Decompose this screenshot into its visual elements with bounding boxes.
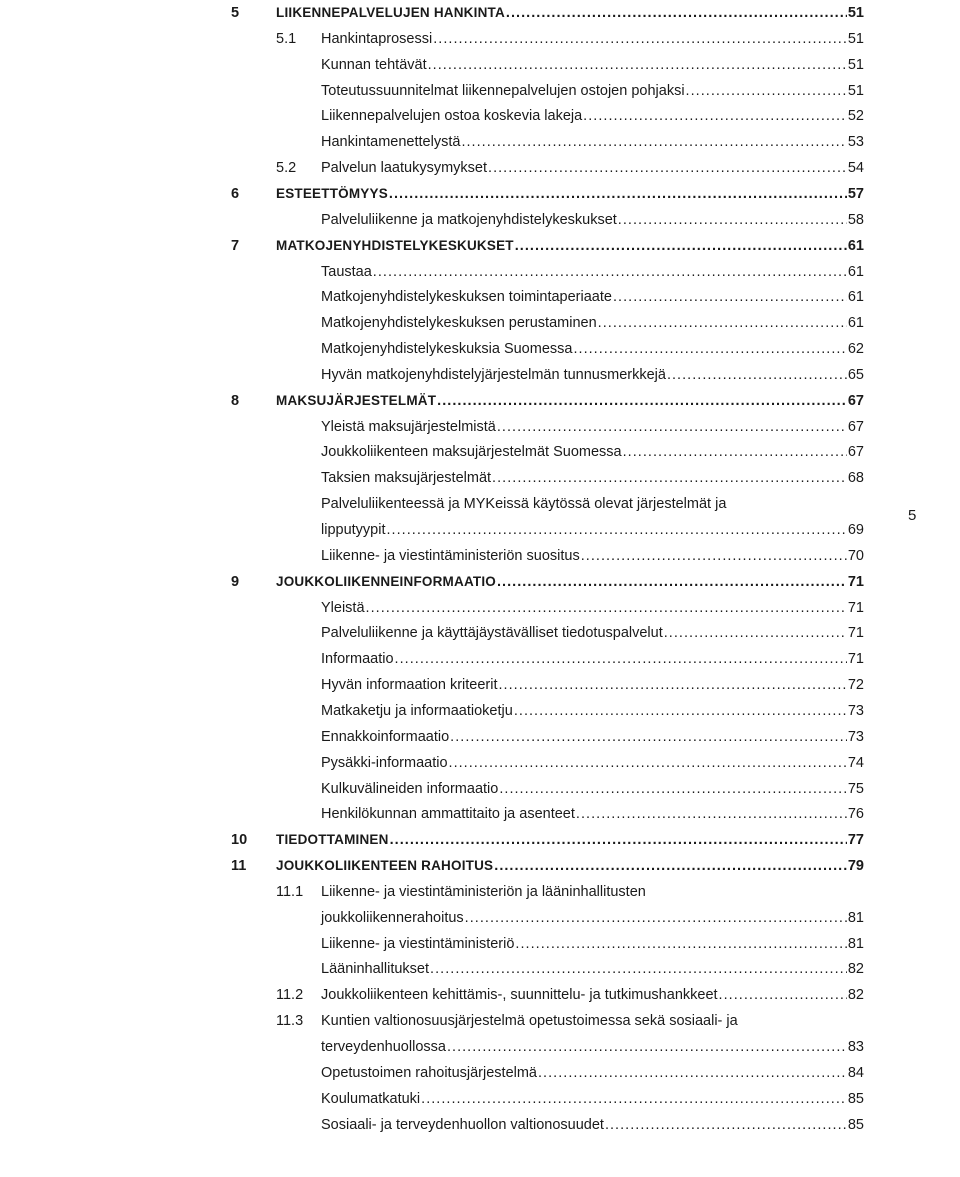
toc-entry-title: Palvelun laatukysymykset bbox=[321, 160, 488, 177]
toc-entry-title: TIEDOTTAMINEN bbox=[276, 832, 389, 848]
toc-section-row bbox=[0, 1034, 960, 1060]
dot-leader bbox=[623, 439, 847, 465]
toc-page-number: 77 bbox=[847, 832, 864, 849]
toc-entry-title-line: Kuntien valtionosuusjärjestelmä opetustoimessa sekä sosiaali- ja bbox=[321, 1013, 738, 1030]
toc-entry bbox=[321, 52, 864, 78]
dot-leader bbox=[433, 26, 847, 52]
toc-entry-title: Matkojenyhdistelykeskuksen perustaminen bbox=[321, 315, 597, 332]
toc-entry bbox=[321, 284, 864, 310]
toc-page-number: 69 bbox=[847, 522, 864, 538]
toc-entry-title: Yleistä maksujärjestelmistä bbox=[321, 418, 496, 435]
toc-subsection-row bbox=[0, 956, 960, 982]
toc-page-number: 84 bbox=[847, 1064, 864, 1081]
toc-page-number: 61 bbox=[847, 263, 864, 280]
toc-entry-number: 5.1 bbox=[276, 30, 297, 47]
toc-entry bbox=[276, 181, 864, 207]
dot-leader bbox=[430, 956, 847, 982]
toc-subsection-row bbox=[0, 362, 960, 388]
toc-page-number: 73 bbox=[847, 702, 864, 719]
toc-subsection-row bbox=[0, 724, 960, 750]
toc-page-number: 79 bbox=[847, 858, 864, 875]
toc-subsection-row bbox=[0, 414, 960, 440]
dot-leader bbox=[664, 620, 847, 646]
toc-entry-title: Kulkuvälineiden informaatio bbox=[321, 780, 499, 797]
toc-entry bbox=[321, 207, 864, 233]
dot-leader bbox=[373, 259, 847, 285]
toc-subsection-row bbox=[0, 750, 960, 776]
toc-entry bbox=[321, 517, 864, 543]
toc-entry-number: 7 bbox=[231, 237, 240, 254]
toc-entry bbox=[321, 336, 864, 362]
toc-page-number: 83 bbox=[847, 1039, 864, 1055]
toc-entry-title: Kunnan tehtävät bbox=[321, 56, 427, 73]
toc-page-number: 85 bbox=[847, 1116, 864, 1133]
toc-entry bbox=[321, 439, 864, 465]
page-number: 5 bbox=[908, 507, 917, 524]
toc-subsection-row bbox=[0, 336, 960, 362]
toc-entry-title: Hyvän informaation kriteerit bbox=[321, 677, 498, 694]
toc-subsection-row bbox=[0, 1086, 960, 1112]
dot-leader bbox=[618, 207, 847, 233]
toc-page-number: 67 bbox=[847, 418, 864, 435]
toc-page-number: 81 bbox=[847, 909, 864, 926]
toc-entry-title: Toteutussuunnitelmat liikennepalvelujen ostojen pohjaksi bbox=[321, 82, 685, 99]
toc-entry-title: Hyvän matkojenyhdistelyjärjestelmän tunnusmerkkejä bbox=[321, 366, 666, 383]
toc-subsection-row bbox=[0, 129, 960, 155]
toc-entry-title: Joukkoliikenteen kehittämis-, suunnittelu- ja tutkimushankkeet bbox=[321, 987, 718, 1004]
toc-section-row bbox=[0, 26, 960, 52]
dot-leader bbox=[583, 103, 847, 129]
toc-page-number: 67 bbox=[847, 444, 864, 461]
toc-chapter-row bbox=[0, 569, 960, 595]
toc-entry-number: 10 bbox=[231, 832, 248, 849]
toc-entry-title: Matkojenyhdistelykeskuksen toimintaperiaate bbox=[321, 289, 612, 306]
toc-chapter-row bbox=[0, 233, 960, 259]
toc-subsection-row bbox=[0, 801, 960, 827]
toc-page-number: 51 bbox=[847, 56, 864, 73]
toc-entry bbox=[321, 414, 864, 440]
dot-leader bbox=[667, 362, 847, 388]
dot-leader bbox=[447, 1034, 847, 1060]
dot-leader bbox=[515, 931, 846, 957]
toc-subsection-row bbox=[0, 646, 960, 672]
toc-entry-title: MATKOJENYHDISTELYKESKUKSET bbox=[276, 237, 514, 253]
toc-page-number: 51 bbox=[847, 5, 864, 21]
toc-entry-title: Taksien maksujärjestelmät bbox=[321, 470, 492, 487]
toc-entry-title: JOUKKOLIIKENNEINFORMAATIO bbox=[276, 573, 496, 589]
toc-entry-title: Liikenne- ja viestintäministeriön suositus bbox=[321, 547, 580, 564]
toc-entry-title: JOUKKOLIIKENTEEN RAHOITUS bbox=[276, 858, 494, 874]
dot-leader bbox=[499, 672, 847, 698]
toc-entry bbox=[321, 543, 864, 569]
toc-page-number: 61 bbox=[847, 289, 864, 306]
toc-entry-number: 11.2 bbox=[276, 987, 304, 1004]
toc-subsection-row bbox=[0, 439, 960, 465]
toc-entry bbox=[321, 982, 864, 1008]
toc-entry bbox=[321, 905, 864, 931]
dot-leader bbox=[499, 776, 847, 802]
toc-entry-number: 6 bbox=[231, 185, 240, 202]
toc-entry-number: 11 bbox=[231, 858, 247, 875]
dot-leader bbox=[395, 646, 847, 672]
toc-page-number: 52 bbox=[847, 108, 864, 125]
toc-entry-title: Sosiaali- ja terveydenhuollon valtionosuudet bbox=[321, 1116, 604, 1133]
toc-entry-title: Matkojenyhdistelykeskuksia Suomessa bbox=[321, 341, 573, 358]
toc-entry bbox=[276, 853, 864, 879]
toc-subsection-row bbox=[0, 1112, 960, 1138]
toc-entry-number: 9 bbox=[231, 573, 240, 590]
dot-leader bbox=[366, 595, 847, 621]
dot-leader bbox=[581, 543, 847, 569]
toc-page-number: 71 bbox=[847, 651, 864, 668]
dot-leader bbox=[488, 155, 847, 181]
toc-page-number: 81 bbox=[847, 935, 864, 952]
toc-page-number: 71 bbox=[847, 573, 864, 590]
toc-entry bbox=[276, 569, 864, 595]
toc-chapter-row bbox=[0, 853, 960, 879]
toc-subsection-row bbox=[0, 672, 960, 698]
toc-subsection-row bbox=[0, 620, 960, 646]
toc-entry-title: Palveluliikenne ja käyttäjäystävälliset tiedotuspalvelut bbox=[321, 625, 663, 642]
toc-entry-number: 11.3 bbox=[276, 1013, 304, 1030]
toc-page-number: 65 bbox=[847, 366, 864, 383]
toc-entry-title: Informaatio bbox=[321, 651, 394, 668]
toc-subsection-row bbox=[0, 310, 960, 336]
toc-entry bbox=[321, 78, 864, 104]
dot-leader bbox=[613, 284, 847, 310]
toc-subsection-row bbox=[0, 698, 960, 724]
toc-subsection-row bbox=[0, 103, 960, 129]
dot-leader bbox=[386, 517, 846, 543]
toc-entry bbox=[321, 103, 864, 129]
dot-leader bbox=[514, 698, 847, 724]
toc-entry-title: Lääninhallitukset bbox=[321, 961, 430, 978]
toc-chapter-row bbox=[0, 0, 960, 26]
toc-subsection-row bbox=[0, 207, 960, 233]
dot-leader bbox=[605, 1112, 847, 1138]
toc-section-row bbox=[0, 155, 960, 181]
toc-entry bbox=[321, 310, 864, 336]
toc-entry-title-line: Liikenne- ja viestintäministeriön ja lääninhallitusten bbox=[321, 883, 646, 900]
toc-entry bbox=[321, 620, 864, 646]
toc-entry-title-line: Palveluliikenteessä ja MYKeissä käytössä olevat järjestelmät ja bbox=[321, 496, 727, 513]
toc-entry bbox=[321, 724, 864, 750]
toc-entry bbox=[321, 26, 864, 52]
toc-entry bbox=[321, 801, 864, 827]
toc-page-number: 75 bbox=[847, 780, 864, 797]
toc-subsection-row bbox=[0, 78, 960, 104]
toc-entry-title: Joukkoliikenteen maksujärjestelmät Suomessa bbox=[321, 444, 622, 461]
toc-page-number: 62 bbox=[847, 341, 864, 358]
toc-page-number: 53 bbox=[847, 134, 864, 151]
toc-entry bbox=[321, 1086, 864, 1112]
toc-entry bbox=[321, 1034, 864, 1060]
toc-entry-title: Matkaketju ja informaatioketju bbox=[321, 702, 513, 719]
toc-entry bbox=[321, 155, 864, 181]
dot-leader bbox=[573, 336, 846, 362]
dot-leader bbox=[515, 233, 847, 259]
toc-section-row bbox=[0, 905, 960, 931]
toc-entry-title: MAKSUJÄRJESTELMÄT bbox=[276, 392, 437, 408]
toc-entry bbox=[276, 233, 864, 259]
toc-entry-title: Hankintamenettelystä bbox=[321, 134, 461, 151]
dot-leader bbox=[538, 1060, 847, 1086]
dot-leader bbox=[437, 388, 847, 414]
toc-page-number: 72 bbox=[847, 677, 864, 694]
toc-entry bbox=[276, 388, 864, 414]
toc-subsection-row bbox=[0, 259, 960, 285]
toc-entry bbox=[321, 1060, 864, 1086]
dot-leader bbox=[494, 853, 847, 879]
toc-entry-title: Opetustoimen rahoitusjärjestelmä bbox=[321, 1064, 537, 1081]
toc-page-number: 71 bbox=[847, 599, 864, 616]
toc-entry bbox=[321, 646, 864, 672]
toc-entry-title: Henkilökunnan ammattitaito ja asenteet bbox=[321, 806, 575, 823]
toc-entry-title: Palveluliikenne ja matkojenyhdistelykeskukset bbox=[321, 211, 617, 228]
toc-entry bbox=[321, 672, 864, 698]
toc-page-number: 61 bbox=[847, 237, 864, 254]
toc-entry bbox=[321, 956, 864, 982]
toc-entry-title: Ennakkoinformaatio bbox=[321, 728, 450, 745]
toc-subsection-row bbox=[0, 52, 960, 78]
toc-page-number: 54 bbox=[847, 160, 864, 177]
dot-leader bbox=[389, 181, 847, 207]
toc-entry-title: Koulumatkatuki bbox=[321, 1090, 421, 1107]
toc-entry bbox=[321, 362, 864, 388]
dot-leader bbox=[497, 414, 847, 440]
toc-entry-title: ESTEETTÖMYYS bbox=[276, 185, 388, 201]
toc-page-number: 68 bbox=[847, 470, 864, 487]
toc-page-number: 58 bbox=[847, 211, 864, 228]
toc-entry bbox=[321, 750, 864, 776]
toc-page-number: 85 bbox=[847, 1090, 864, 1107]
toc-entry-title: Yleistä bbox=[321, 599, 365, 616]
toc-section-row bbox=[0, 982, 960, 1008]
toc-entry-title: lipputyypit bbox=[321, 522, 386, 538]
toc-entry-title: Liikennepalvelujen ostoa koskevia lakeja bbox=[321, 108, 583, 125]
dot-leader bbox=[449, 750, 847, 776]
dot-leader bbox=[598, 310, 847, 336]
toc-entry bbox=[321, 776, 864, 802]
toc-entry bbox=[321, 595, 864, 621]
toc-subsection-row bbox=[0, 776, 960, 802]
toc-page-number: 61 bbox=[847, 315, 864, 332]
dot-leader bbox=[428, 52, 847, 78]
toc-page-number: 67 bbox=[847, 392, 864, 409]
toc-page-number: 82 bbox=[847, 987, 864, 1004]
toc-section-row bbox=[0, 1008, 960, 1034]
toc-page-number: 82 bbox=[847, 961, 864, 978]
toc-entry-title: Hankintaprosessi bbox=[321, 30, 433, 47]
toc-entry-number: 5.2 bbox=[276, 160, 297, 177]
toc-entry-number: 11.1 bbox=[276, 883, 304, 900]
toc-subsection-row bbox=[0, 284, 960, 310]
toc-entry-title: LIIKENNEPALVELUJEN HANKINTA bbox=[276, 5, 505, 20]
dot-leader bbox=[450, 724, 847, 750]
toc-page-number: 51 bbox=[847, 30, 864, 47]
toc-chapter-row bbox=[0, 181, 960, 207]
toc-entry-title: joukkoliikennerahoitus bbox=[321, 909, 464, 926]
toc-subsection-row bbox=[0, 465, 960, 491]
dot-leader bbox=[390, 827, 847, 853]
toc-entry bbox=[321, 259, 864, 285]
toc-entry bbox=[321, 931, 864, 957]
toc-entry-title: terveydenhuollossa bbox=[321, 1039, 446, 1055]
toc-chapter-row bbox=[0, 388, 960, 414]
dot-leader bbox=[576, 801, 847, 827]
dot-leader bbox=[497, 569, 847, 595]
toc-entry bbox=[321, 129, 864, 155]
dot-leader bbox=[719, 982, 847, 1008]
dot-leader bbox=[461, 129, 846, 155]
dot-leader bbox=[421, 1086, 847, 1112]
toc-entry-number: 5 bbox=[231, 5, 240, 21]
toc-subsection-row bbox=[0, 491, 960, 517]
toc-entry bbox=[321, 1112, 864, 1138]
dot-leader bbox=[492, 465, 847, 491]
toc-page-number: 51 bbox=[847, 82, 864, 99]
toc-subsection-row bbox=[0, 1060, 960, 1086]
toc-subsection-row bbox=[0, 595, 960, 621]
toc-page-number: 71 bbox=[847, 625, 864, 642]
toc-entry-title: Taustaa bbox=[321, 263, 372, 280]
toc-page-number: 57 bbox=[847, 185, 864, 202]
toc-entry bbox=[276, 827, 864, 853]
toc-section-row bbox=[0, 879, 960, 905]
toc-subsection-row bbox=[0, 931, 960, 957]
toc-entry bbox=[321, 465, 864, 491]
toc-subsection-row bbox=[0, 543, 960, 569]
toc-page-number: 76 bbox=[847, 806, 864, 823]
toc-entry bbox=[276, 0, 864, 26]
toc-entry-title: Liikenne- ja viestintäministeriö bbox=[321, 935, 515, 952]
toc-chapter-row bbox=[0, 827, 960, 853]
toc-entry-title: Pysäkki-informaatio bbox=[321, 754, 448, 771]
dot-leader bbox=[506, 0, 847, 26]
toc-page-number: 70 bbox=[847, 547, 864, 564]
dot-leader bbox=[465, 905, 847, 931]
toc-page-number: 73 bbox=[847, 728, 864, 745]
toc-entry-number: 8 bbox=[231, 392, 240, 409]
dot-leader bbox=[686, 78, 847, 104]
toc-page-number: 74 bbox=[847, 754, 864, 771]
toc-entry bbox=[321, 698, 864, 724]
toc-subsection-row bbox=[0, 517, 960, 543]
